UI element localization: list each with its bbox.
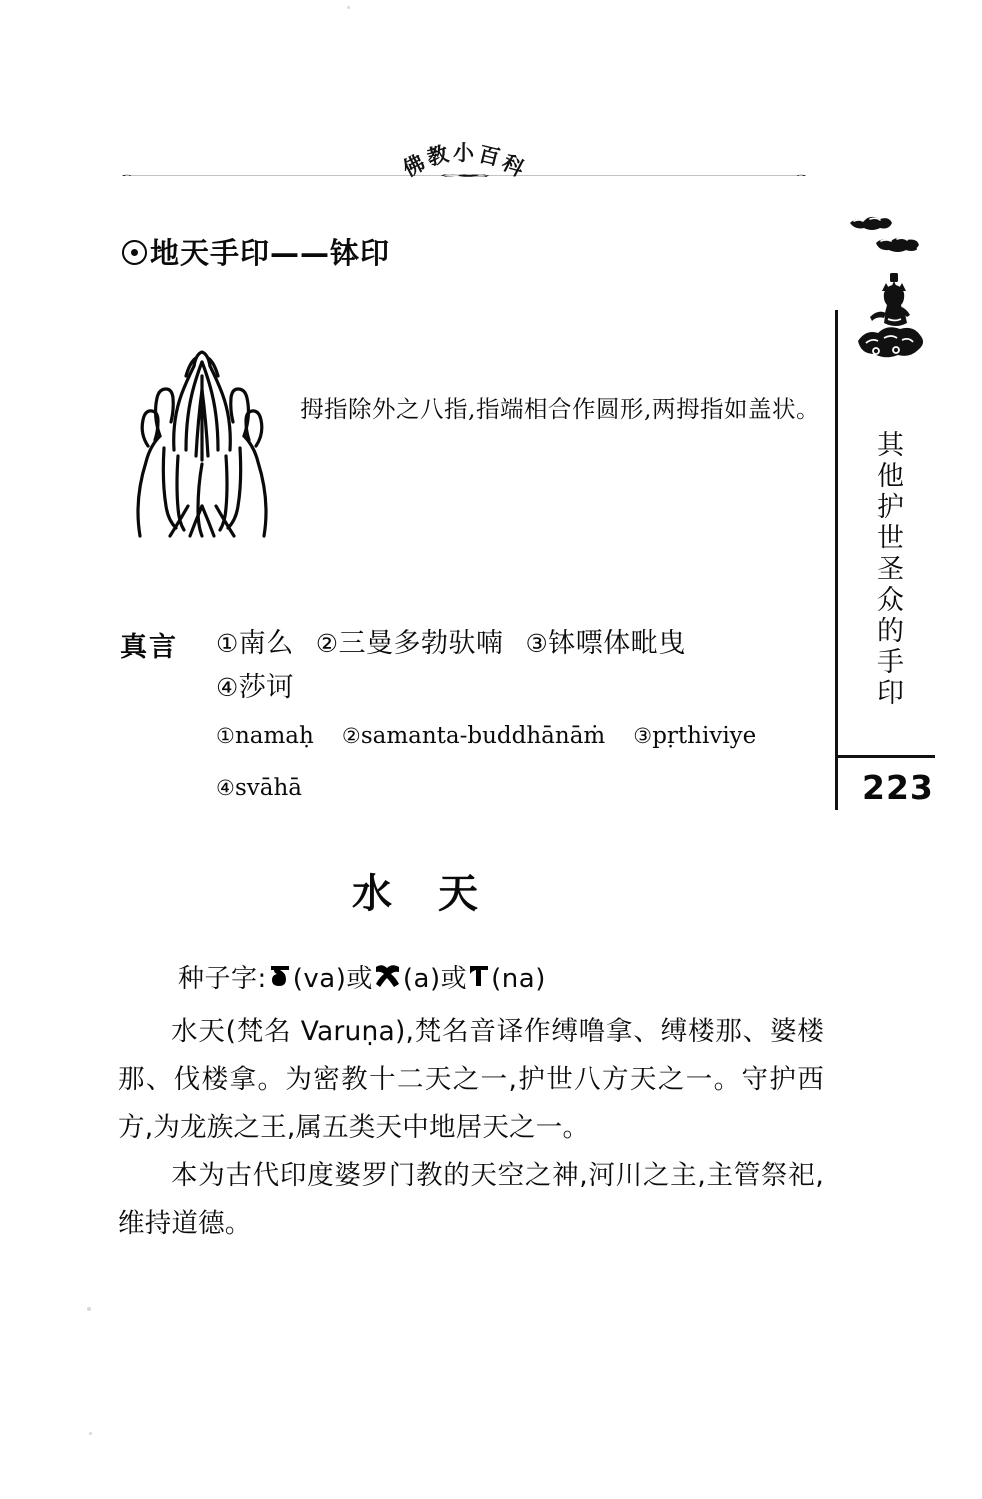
scan-speck xyxy=(347,6,350,9)
seed-syllable-label: 种子字: xyxy=(178,964,267,994)
mantra-sanskrit-item xyxy=(633,723,756,749)
deity-on-cloud-ornament xyxy=(840,205,960,370)
item-number: ① xyxy=(216,629,239,658)
item-text: 钵嘌体毗曳 xyxy=(548,628,686,659)
item-number: ④ xyxy=(216,673,239,702)
item-number: ④ xyxy=(216,775,235,800)
item-number: ① xyxy=(216,723,235,748)
item-number: ③ xyxy=(633,723,653,748)
running-head-char: 佛 xyxy=(398,150,429,182)
deity-title: 水天 xyxy=(352,871,524,917)
siddham-a-glyph xyxy=(374,960,402,990)
seed-roman-va: (va) xyxy=(292,964,347,994)
mantra-sanskrit-line-2 xyxy=(216,762,820,814)
running-head-char: 百 xyxy=(476,142,503,171)
mantra-chinese-item xyxy=(316,628,504,659)
item-number: ② xyxy=(315,629,339,658)
mantra-chinese-line-2 xyxy=(216,666,820,710)
item-text: namaḥ xyxy=(234,723,314,749)
running-head xyxy=(122,86,806,182)
item-text: pṛthiviye xyxy=(652,723,757,749)
mantra-chinese-item xyxy=(526,628,686,659)
circled-dot-icon xyxy=(122,240,147,265)
running-head-char: 小 xyxy=(453,141,474,165)
mudra-caption: 拇指除外之八指,指端相合作圆形,两拇指如盖状。 xyxy=(300,395,820,423)
page-number: 223 xyxy=(862,768,934,807)
seed-separator-1: 或 xyxy=(346,964,373,994)
seed-separator-2: 或 xyxy=(440,964,468,994)
mantra-label: 真言 xyxy=(120,632,178,663)
paragraph: 水天(梵名 Varuṇa),梵名音译作缚噜拿、缚楼那、婆楼那、伐楼拿。为密教十二天之一,护世八方天之一。守护西方,为龙族之王,属五类天中地居天之一。 xyxy=(118,1016,824,1143)
mantra-sanskrit-item xyxy=(216,723,314,749)
mantra-chinese-item xyxy=(216,628,294,659)
item-text: samanta-buddhānāṁ xyxy=(360,723,606,749)
arched-book-title xyxy=(122,86,806,182)
running-head-char: 科 xyxy=(498,150,529,182)
mudra-heading-text: 地天手印——钵印 xyxy=(150,236,391,270)
siddham-va-glyph xyxy=(268,960,292,990)
siddham-na-glyph xyxy=(468,960,490,990)
header-rule-ornament xyxy=(122,174,806,177)
mantra-sanskrit-item xyxy=(342,723,605,749)
running-head-char: 教 xyxy=(424,142,451,171)
sidebar-chapter-title: 其他护世圣众的手印 xyxy=(872,430,903,709)
seed-roman-a: (a) xyxy=(402,964,441,994)
item-text: 南么 xyxy=(238,628,294,659)
seed-roman-na: (na) xyxy=(491,964,546,994)
two-hands-mudra-illustration xyxy=(118,300,286,540)
item-number: ② xyxy=(341,723,361,748)
page-title xyxy=(122,231,390,272)
mantra-chinese-item xyxy=(216,672,294,703)
mantra-sanskrit-item xyxy=(216,775,302,801)
scan-speck xyxy=(89,1432,92,1435)
seed-syllable-line xyxy=(178,958,546,995)
sidebar-horizontal-rule xyxy=(835,755,935,758)
paragraph: 本为古代印度婆罗门教的天空之神,河川之主,主管祭祀,维持道德。 xyxy=(118,1160,824,1239)
item-number: ③ xyxy=(525,629,549,658)
mantra-block xyxy=(120,622,820,814)
item-text: 三曼多勃驮喃 xyxy=(338,628,504,659)
scan-speck xyxy=(87,1307,91,1311)
sidebar-vertical-rule xyxy=(835,310,838,810)
item-text: 莎诃 xyxy=(238,672,294,703)
item-text: svāhā xyxy=(234,775,303,801)
mantra-chinese-line-1 xyxy=(216,622,820,666)
deity-body-text xyxy=(118,1008,824,1248)
mantra-sanskrit-line-1 xyxy=(216,710,820,762)
